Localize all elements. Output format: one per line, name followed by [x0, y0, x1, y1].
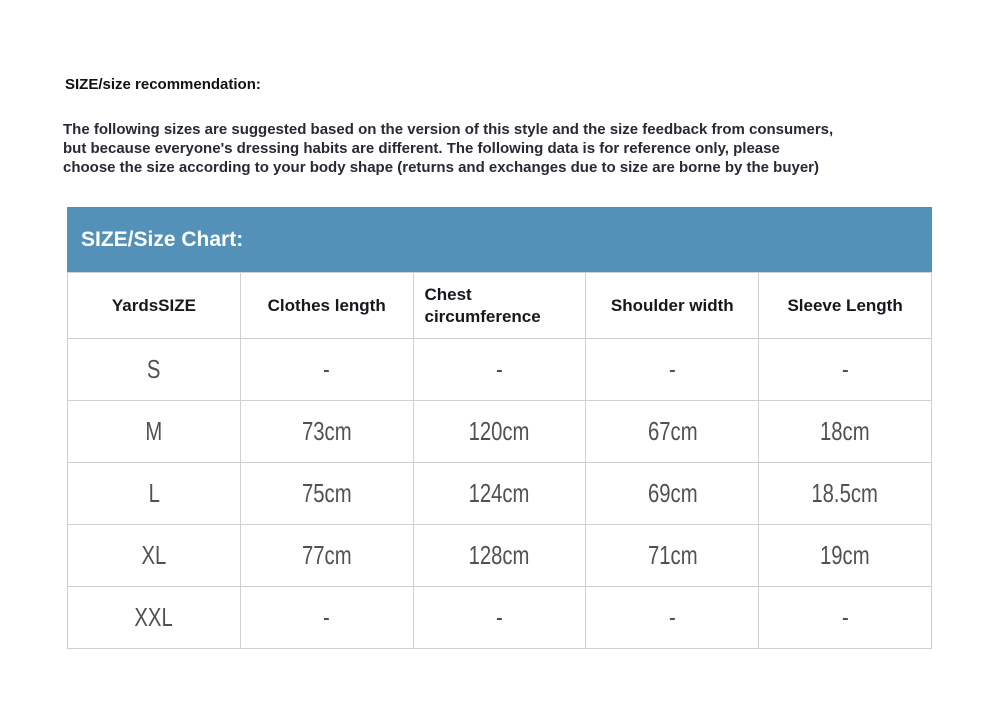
size-chart-title: SIZE/Size Chart: — [81, 227, 244, 251]
table-row-xxl — [68, 587, 932, 649]
table-row-l — [68, 463, 932, 525]
disclaimer-line: but because everyone's dressing habits are different. The following data is for reference only, please — [63, 140, 780, 157]
value-cell: 75cm — [240, 463, 413, 525]
value-cell: 124cm — [413, 463, 586, 525]
value-cell: 18.5cm — [759, 463, 932, 525]
size-cell: L — [68, 463, 241, 525]
disclaimer-line: The following sizes are suggested based on the version of this style and the size feedback from consumers, — [63, 121, 834, 138]
table-row-m — [68, 401, 932, 463]
disclaimer-line: choose the size according to your body shape (returns and exchanges due to size are borne by the buyer) — [63, 159, 820, 176]
value-cell: 73cm — [240, 401, 413, 463]
size-cell: M — [68, 401, 241, 463]
value-cell: 67cm — [586, 401, 759, 463]
table-row-xl — [68, 525, 932, 587]
size-chart-table — [67, 272, 932, 649]
size-cell: XL — [68, 525, 241, 587]
value-cell: 71cm — [586, 525, 759, 587]
size-disclaimer-paragraph — [63, 120, 943, 177]
value-cell: - — [240, 587, 413, 649]
size-cell: S — [68, 339, 241, 401]
value-cell: - — [240, 339, 413, 401]
value-cell: 120cm — [413, 401, 586, 463]
value-cell: 19cm — [759, 525, 932, 587]
column-header-size: YardsSIZE — [68, 273, 241, 339]
size-cell: XXL — [68, 587, 241, 649]
value-cell: - — [586, 587, 759, 649]
value-cell: 18cm — [759, 401, 932, 463]
value-cell: - — [586, 339, 759, 401]
table-header-row — [68, 273, 932, 339]
column-header-chest-circumference: Chest circumference — [413, 273, 586, 339]
value-cell: - — [413, 587, 586, 649]
page-title: SIZE/size recommendation: — [65, 76, 261, 93]
value-cell: 128cm — [413, 525, 586, 587]
value-cell: 77cm — [240, 525, 413, 587]
column-header-shoulder-width: Shoulder width — [586, 273, 759, 339]
value-cell: - — [759, 587, 932, 649]
size-chart-section — [67, 207, 932, 649]
column-header-clothes-length: Clothes length — [240, 273, 413, 339]
value-cell: 69cm — [586, 463, 759, 525]
value-cell: - — [413, 339, 586, 401]
table-row-s — [68, 339, 932, 401]
column-header-sleeve-length: Sleeve Length — [759, 273, 932, 339]
value-cell: - — [759, 339, 932, 401]
size-chart-title-bar — [67, 207, 932, 272]
